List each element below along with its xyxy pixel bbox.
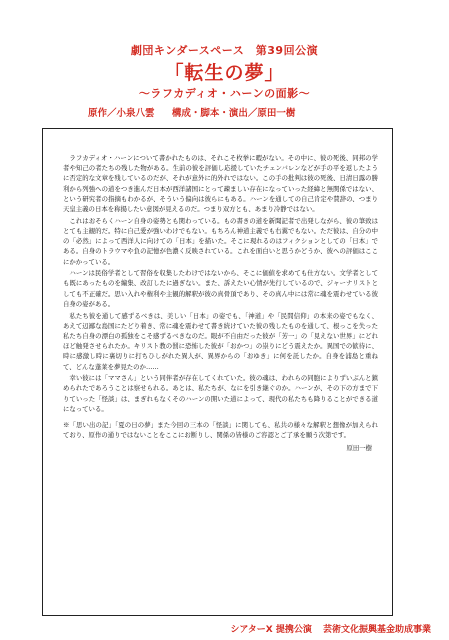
footer-partner: シアターX 提携公演: [230, 625, 312, 635]
company-line: 劇団キンダースペース 第39回公演: [130, 44, 319, 57]
page-title: 「転生の夢」: [164, 62, 285, 84]
credits: [88, 105, 309, 119]
credit-original: 原作／小泉八雲: [88, 108, 155, 119]
footer: [230, 622, 431, 635]
footer-grant: 芸術文化振興基金助成事業: [322, 625, 431, 635]
essay-paragraph: 幸い彼には「ママさん」という同伴者が存在してくれていた。彼の魂は、われらの同胞によりずいぶんと鎮められたであろうことは察せられる。あとは、私たちが、なにを引き継ぐのか。ハーンが、その下の方まで下りていった「怪談」は、まぎれもなくそのハーンの開いた道によって、現代の私たちも降りることができる道になっている。: [63, 374, 378, 413]
subtitle: ～ラフカディオ・ハーンの面影～: [138, 87, 311, 100]
essay-paragraph: ハーンは民俗学者として習俗を収集したわけではないから、そこに価値を求めても仕方ない。文学者としても既にあったものを編集、改訂したに過ぎない。また、訴えたい心情が先行しているので、ジャーナリストとしても不正確だ。思い入れや権利や主観的解釈が彼の真骨頂であり、その真ん中には常に魂を震わせている彼自身の姿がある。: [63, 269, 378, 308]
essay-paragraph: これはおそらくハーン自身の姿勢とも関わっている。もの書きの道を新聞記者で出発しながら、彼の筆致はとても主観的だ。特に自己愛が強いわけでもない。もちろん神道主義でも右翼でもない。ただ彼は、自分の中の「必然」によって西洋人に向けての「日本」を描いた。そこに現れるのはフィクションとしての「日本」である。自身のトラウマや負の記憶が色濃く反映されている。これを面白いと思うかどうか、彼への評価はここにかかっている。: [63, 216, 378, 266]
essay-paragraph: ラフカディオ・ハーンについて書かれたものは、それこそ枚挙に暇がない。その中に、彼の死後、同邦の学者や知己の者たちの残した物がある。生前の彼を評価し応援していたチェンバレンなどが手の平を返したように否定的な文章を残しているのだが、それが意外に的外れではない。この手の批判は彼の死後、日清日露の勝利から列強への道をつき進んだ日本が西洋諸国にとって疎ましい存在になっていった経緯と無関係ではない、という研究者の指摘もわかるが、そういう偏向は彼らにもある。ハーンを通しての自己肯定や賛辞の、つまり天皇主義の日本を称揚したい意図が見えるのだ。つまり双方とも、あまり冷静ではない。: [63, 154, 378, 214]
essay-paragraph: 私たち彼を通して感ずるべきは、美しい「日本」の姿でも、「神道」や「民間信仰」の本来の姿でもなく、あえて辺鄙な島国にたどり着き、常に魂を震わせて書き続けていた彼の残したものを通して、根っこを失った私たち自身の漂白の孤独をこそ感ずるべきなのだ。眼が不自由だった彼が「芳一」の「見えない世界」にどれほど触発させられたか。キリスト教の罰に恐怖した彼が「おかつ」の祟りにどう震えたか。異国での歓待に、時に感激し時に裏切りに打ちひしがれた異人が、異界からの「おゆき」に何を託したか。自身を浦島と重ねて、どんな蓬莱を夢見たのか……: [63, 311, 378, 371]
credit-director: 構成・脚本・演出／原田一樹: [171, 108, 296, 119]
signature: 原田一樹: [346, 444, 372, 453]
essay-box: [42, 128, 393, 616]
essay-note: ※「思い出の記」「夏の日の夢」また今回の三本の「怪談」に関しても、私共の様々な解釈と想像が加えられており、原作の通りではないことをここにお断りし、関係の皆様のご容認とご了承を願う次第です。: [63, 421, 378, 440]
